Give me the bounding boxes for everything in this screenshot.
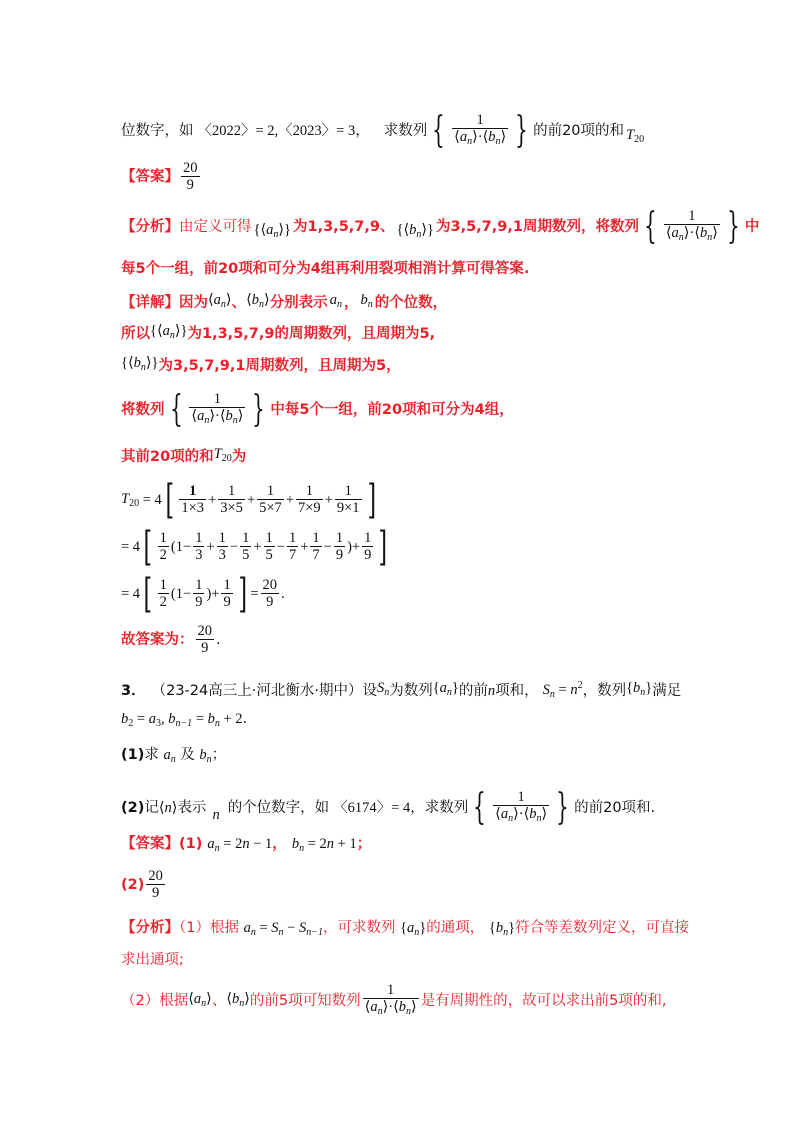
left-brace: { — [644, 206, 657, 247]
math-bn-seq: $\{b_n\}$ — [488, 920, 516, 938]
analysis-3-line-3 — [121, 982, 667, 1020]
answer-label: 【答案】 — [121, 169, 179, 185]
part-label: (2) — [121, 877, 145, 893]
text: 因为 — [179, 294, 208, 311]
right-brace: } — [252, 389, 266, 430]
text: 所以 — [121, 325, 150, 342]
text: 其前20项的和 — [121, 448, 214, 465]
part-label: (1) — [179, 836, 203, 852]
text: 分别表示 — [269, 294, 328, 311]
math-t20: $T_{20}$ — [213, 446, 232, 464]
math-n: n — [487, 682, 496, 699]
text: 、 — [231, 294, 247, 311]
math-an-seq: $\{⟨a_n⟩\}$ — [150, 323, 188, 341]
text: 求数列 — [383, 122, 428, 139]
right-brace: } — [556, 787, 569, 828]
math-t20: $T_{20}$ — [626, 127, 645, 145]
conclusion-line — [121, 623, 221, 657]
text: 为3,5,7,9,1周期数列，且周期为5， — [158, 357, 401, 374]
question-3-line-1 — [121, 675, 681, 706]
analysis-label: 【分析】 — [121, 920, 179, 936]
math-an: $⟨a_n⟩$ — [208, 292, 232, 310]
math-bn: $⟨b_n⟩$ — [246, 292, 270, 310]
text: ， — [272, 836, 287, 852]
analysis-3-line-1 — [121, 917, 689, 944]
math-a-n: $a_n$ — [329, 292, 342, 310]
math-sn-eq: $S_n = n^2$ — [542, 680, 583, 700]
math-n: n — [212, 807, 220, 823]
text: 是有周期性的，故可以求出前5项的和, — [420, 993, 667, 1009]
math-bn-seq: $\{b_n\}$ — [626, 680, 653, 698]
answer-3-line-2 — [121, 868, 167, 902]
text: 表示 — [177, 800, 207, 816]
analysis-label: 【分析】 — [121, 219, 179, 235]
conclusion-fraction: $\frac{20}{9}$ — [197, 623, 212, 656]
equation-line-2: = 4 [ $\frac{1}{2}$ (1− $\frac{1}{3}$ + $\frac{1}{3}$ − $\frac{1}{5}$ + $\frac{1}{5}$ − $\frac{1}{7}$ + $\frac{1}{7}$ − $\frac{1}{9}$ )+ $\frac{1}{9}$ ] — [121, 524, 388, 570]
math-an: $a_n$ — [163, 747, 176, 765]
answer-line — [121, 160, 202, 194]
text: 的前20项和. — [574, 800, 656, 816]
text: 的前 — [458, 682, 488, 699]
text: 及 — [180, 747, 195, 763]
text: 求 — [144, 747, 159, 763]
text: 为3,5,7,9,1周期数列，将数列 — [435, 219, 639, 235]
math-bn-seq: $\{⟨b_n⟩\}$ — [396, 221, 434, 240]
equation-line-3: = 4 [ $\frac{1}{2}$ (1− $\frac{1}{9}$ )+ $\frac{1}{9}$ ] = $\frac{20}{9}$ . — [121, 571, 285, 617]
text: 为1,3,5,7,9、 — [293, 219, 395, 235]
text: （2）根据 — [121, 993, 189, 1009]
math-bn: $⟨b_n⟩$ — [226, 990, 250, 1009]
math-recurrence: $a_n = S_n - S_{n-1}$ — [243, 920, 323, 938]
text: 设 — [362, 682, 377, 699]
math-n-angle: ⟨n⟩ — [158, 800, 178, 816]
text: ， — [343, 294, 359, 311]
sequence-fraction: $\frac{1}{⟨a_n⟩\cdot⟨b_n⟩}$ — [189, 391, 245, 429]
text: ； — [356, 836, 372, 852]
math-example: 〈6174〉= 4 — [333, 800, 411, 816]
answer-3-line-1 — [121, 833, 371, 860]
math-example: 〈2022〉= 2,〈2023〉= 3 — [197, 122, 356, 139]
left-brace: { — [432, 109, 445, 151]
text: 将数列 — [121, 402, 165, 418]
part-label: (1) — [121, 747, 145, 763]
left-brace: { — [169, 389, 183, 430]
math-condition: $b_2 = a_3$, $b_{n-1} = b_n + 2$ — [121, 711, 243, 729]
math-bn-formula: $b_n = 2n + 1$ — [291, 836, 357, 854]
analysis-line-1 — [121, 207, 759, 247]
text: 为数列 — [389, 682, 433, 699]
text: 的个位数字，如 — [227, 800, 330, 816]
question-3-part-2 — [121, 788, 655, 828]
text: 记 — [144, 800, 159, 816]
text: ； — [211, 747, 227, 763]
text: 中每5个一组，前20项和可分为4组， — [270, 402, 514, 418]
question-source: （23-24高三上·河北衡水·期中） — [151, 682, 363, 699]
question-3-line-2 — [121, 708, 247, 735]
sequence-fraction: $\frac{1}{⟨a_n⟩\cdot⟨b_n⟩}$ — [493, 789, 549, 827]
text: 的个位数， — [374, 294, 448, 311]
analysis-3-line-2: 求出通项; — [121, 952, 184, 968]
math-an-formula: $a_n = 2n - 1$ — [207, 836, 273, 854]
math-sn: $S_n$ — [376, 680, 390, 698]
math-an: $⟨a_n⟩$ — [188, 990, 212, 1009]
text: 的前5项可知数列 — [249, 993, 361, 1009]
text: 位数字，如 — [121, 122, 194, 139]
detail-line-1 — [121, 289, 447, 316]
detail-label: 【详解】 — [121, 294, 179, 311]
detail-line-2 — [121, 320, 435, 347]
question-3-part-1 — [121, 744, 226, 771]
math-bn-seq: $\{⟨b_n⟩\}$ — [121, 355, 159, 373]
text: 项和， — [495, 682, 539, 699]
text: ，数列 — [582, 682, 627, 699]
text: 故答案为： — [121, 632, 194, 648]
answer-fraction: $\frac{20}{9}$ — [148, 868, 163, 901]
math-an-seq: $\{a_n\}$ — [432, 680, 459, 698]
sequence-fraction: $\frac{1}{⟨a_n⟩\cdot⟨b_n⟩}$ — [452, 112, 508, 150]
sequence-fraction: $\frac{1}{⟨a_n⟩\cdot⟨b_n⟩}$ — [664, 208, 720, 246]
equation-line-1: $T_{20}$ = 4 [ $\frac{1}{1\times 3}$ + $\frac{1}{3\times 5}$ + $\frac{1}{5\times 7}$ + $\frac{1}{7\times 9}$ + $\frac{1}{9\times 1}$ ] — [121, 477, 376, 523]
problem-continuation-line — [121, 110, 644, 151]
right-brace: } — [727, 206, 740, 247]
text: 中 — [744, 219, 760, 235]
text: （1）根据 — [179, 920, 239, 936]
text: ，求数列 — [410, 800, 469, 816]
text: ，可求数列 — [322, 920, 396, 936]
text: ， — [355, 122, 370, 139]
math-an-seq: $\{⟨a_n⟩\}$ — [253, 221, 291, 240]
detail-line-5 — [121, 443, 246, 470]
text: 为1,3,5,7,9的周期数列，且周期为5, — [187, 325, 436, 342]
answer-fraction: $\frac{20}{9}$ — [183, 160, 198, 193]
right-brace: } — [515, 109, 528, 151]
text: . — [216, 632, 221, 648]
text: 为 — [231, 448, 247, 465]
math-bn: $b_n$ — [199, 747, 212, 765]
math-b-n: $b_n$ — [360, 292, 373, 310]
analysis-line-2: 每5个一组，前20项和可分为4组再利用裂项相消计算可得答案. — [121, 261, 530, 277]
text: . — [242, 711, 248, 727]
detail-line-4 — [121, 390, 514, 430]
text: 符合等差数列定义，可直接 — [515, 920, 690, 936]
detail-line-3 — [121, 352, 401, 379]
part-label: (2) — [121, 800, 145, 816]
text: 由定义可得 — [179, 219, 252, 235]
sequence-fraction: $\frac{1}{⟨a_n⟩\cdot⟨b_n⟩}$ — [363, 982, 419, 1020]
text: 满足 — [652, 682, 682, 699]
left-brace: { — [473, 787, 487, 828]
text: 的前20项的和 — [533, 122, 625, 139]
answer-label: 【答案】 — [121, 836, 179, 852]
text: 的通项， — [426, 920, 485, 936]
question-number: 3． — [121, 682, 146, 699]
math-an-seq: $\{a_n\}$ — [400, 920, 427, 938]
text: 、 — [211, 993, 227, 1009]
